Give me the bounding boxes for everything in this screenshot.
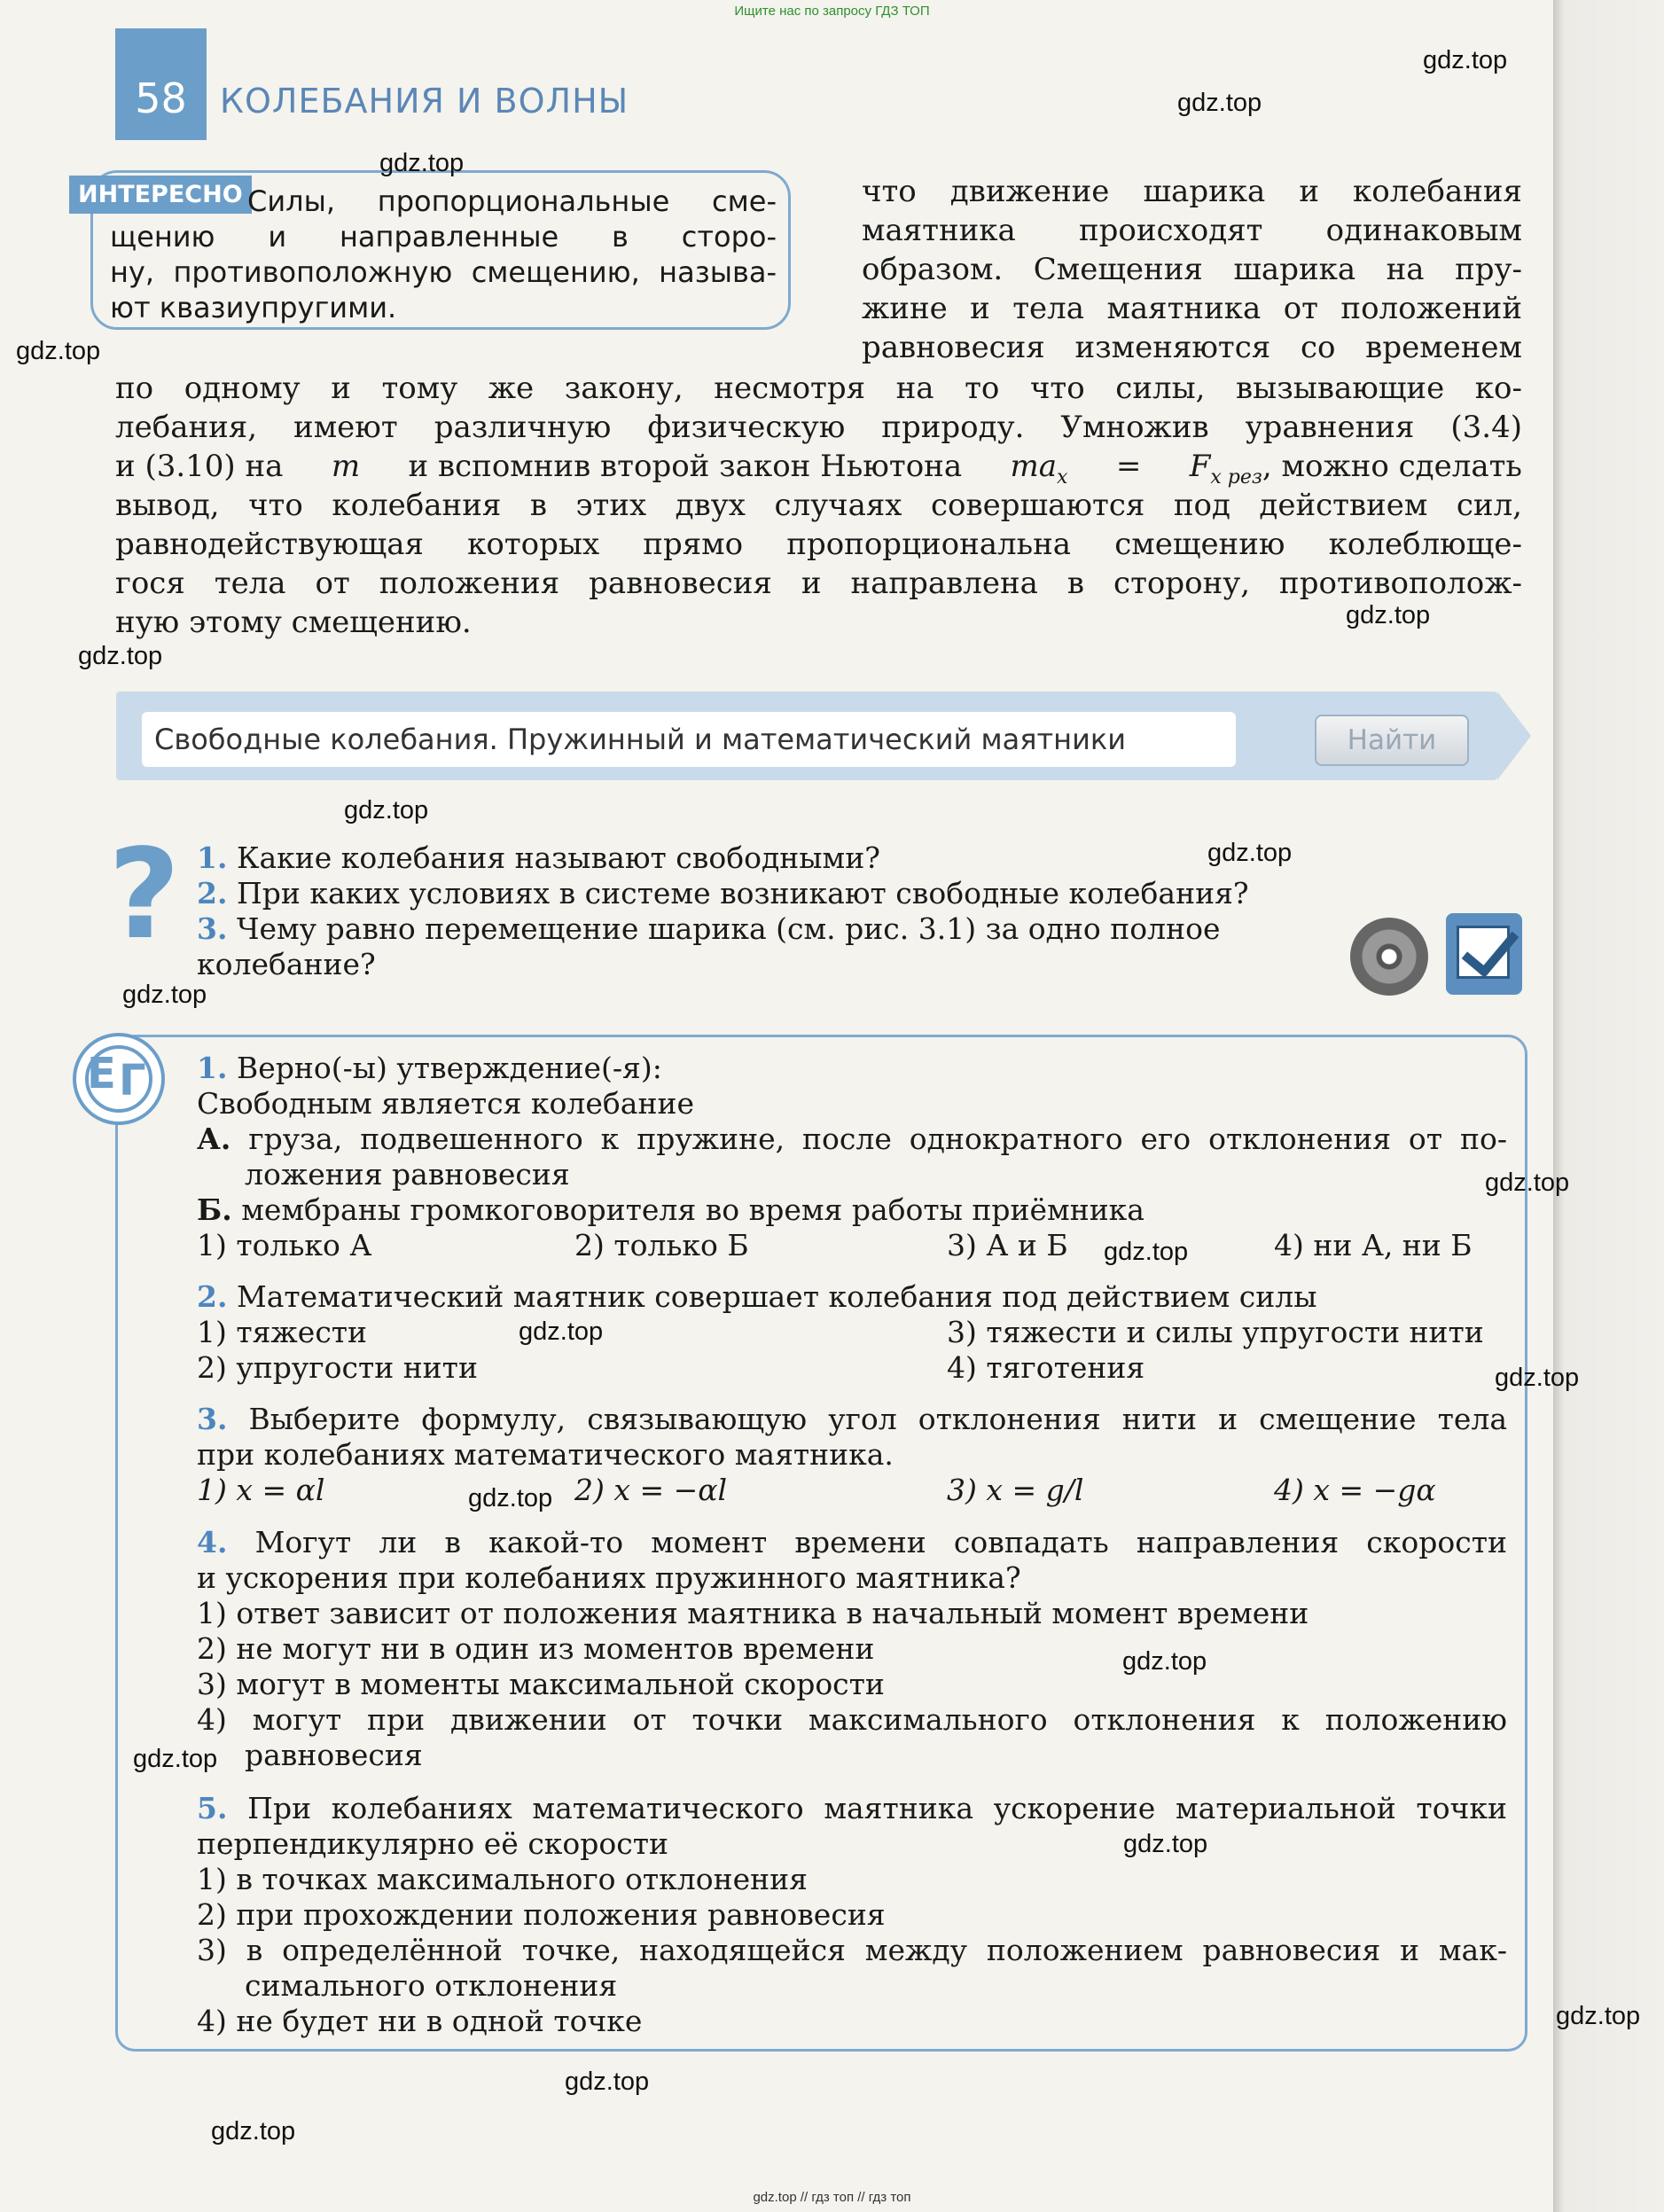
test-question: 2. Математический маятник совершает колебания под действием силы (197, 1279, 1317, 1314)
test-statement-a: А. груза, подвешенного к пружине, после однократного его отклонения от по- (197, 1122, 1507, 1156)
checkbox-icon[interactable] (1446, 913, 1522, 995)
answer-option[interactable]: 1) x = αl (197, 1473, 325, 1507)
exam-icon: Е Г (73, 1033, 165, 1125)
watermark: gdz.top (565, 2067, 650, 2096)
test-question: 3. Выберите формулу, связывающую угол отклонения нити и смещение тела (197, 1402, 1507, 1436)
body-line: вывод, что колебания в этих двух случаях совершаются под действием сил, (115, 488, 1522, 523)
interesting-line: щению и направленные в сторо- (110, 220, 777, 254)
answer-option-cont: равновесия (245, 1738, 423, 1772)
test-question-cont: перпендикулярно её скорости (197, 1826, 669, 1861)
watermark: gdz.top (122, 981, 207, 1009)
search-button[interactable]: Найти (1315, 715, 1469, 766)
watermark: gdz.top (344, 796, 429, 825)
body-line: что движение шарика и колебания (862, 174, 1522, 209)
body-line: образом. Смещения шарика на пру- (862, 252, 1522, 287)
body-line-formula: и (3.10) на m и вспомнив второй закон Ньютона $ma_x$ = $F_{x рез}$, можно сделать (115, 449, 1522, 489)
interesting-line: ну, противоположную смещению, называ- (110, 255, 777, 289)
answer-option-cont: симального отклонения (245, 1968, 618, 2003)
test-statement-a-cont: ложения равновесия (245, 1157, 570, 1192)
answer-option[interactable]: 4) могут при движении от точки максимального отклонения к положению (197, 1702, 1507, 1737)
question-item: 2. При каких условиях в системе возникают свободные колебания? (197, 876, 1249, 911)
test-question: 1. Верно(-ы) утверждение(-я): (197, 1051, 662, 1085)
watermark: gdz.top (1177, 89, 1262, 117)
interesting-text (110, 184, 777, 325)
question-item: 3. Чему равно перемещение шарика (см. рис. 3.1) за одно полное (197, 911, 1221, 946)
question-item-cont: колебание? (197, 947, 376, 981)
test-statement-b: Б. мембраны громкоговорителя во время работы приёмника (197, 1192, 1144, 1227)
watermark: gdz.top (1423, 46, 1508, 74)
answer-option[interactable]: 3) в определённой точке, находящейся между положением равновесия и мак- (197, 1933, 1507, 1967)
top-note: Ищите нас по запросу ГДЗ ТОП (734, 4, 930, 19)
watermark: gdz.top (1556, 2002, 1641, 2030)
body-line: гося тела от положения равновесия и направлена в сторону, противополож- (115, 566, 1522, 601)
test-question-cont: при колебаниях математического маятника. (197, 1437, 894, 1472)
watermark: gdz.top (78, 642, 163, 670)
answer-option[interactable]: 3) тяжести и силы упругости нити (947, 1315, 1484, 1349)
answer-option[interactable]: 1) только А (197, 1228, 372, 1262)
answer-option[interactable]: 4) ни А, ни Б (1274, 1228, 1473, 1262)
watermark: gdz.top (519, 1317, 604, 1346)
answer-option[interactable]: 2) не могут ни в один из моментов времени (197, 1631, 875, 1666)
test-question: 5. При колебаниях математического маятника ускорение материальной точки (197, 1791, 1507, 1825)
watermark: gdz.top (1495, 1364, 1580, 1392)
answer-option[interactable]: 4) тяготения (947, 1350, 1145, 1385)
page-number: 58 (115, 28, 207, 140)
body-line: лебания, имеют различную физическую природу. Умножив уравнения (3.4) (115, 410, 1522, 445)
interesting-label: ИНТЕРЕСНО (69, 176, 252, 214)
answer-option[interactable]: 1) в точках максимального отклонения (197, 1862, 808, 1896)
test-question-cont: Свободным является колебание (197, 1086, 694, 1121)
watermark: gdz.top (379, 149, 465, 177)
answer-option[interactable]: 1) ответ зависит от положения маятника в начальный момент времени (197, 1596, 1309, 1630)
watermark: gdz.top (133, 1745, 218, 1773)
answer-option[interactable]: 3) могут в моменты максимальной скорости (197, 1667, 885, 1701)
answer-option[interactable]: 2) при прохождении положения равновесия (197, 1897, 886, 1932)
watermark: gdz.top (1485, 1169, 1570, 1197)
watermark: gdz.top (1346, 601, 1431, 629)
body-line: маятника происходят одинаковым (862, 213, 1522, 248)
answer-option[interactable]: 4) x = −gα (1274, 1473, 1436, 1507)
watermark: gdz.top (1104, 1238, 1189, 1266)
search-input[interactable]: Свободные колебания. Пружинный и математический маятники (142, 712, 1236, 767)
question-mark-icon: ? (108, 823, 181, 967)
watermark: gdz.top (1122, 1647, 1207, 1676)
bottom-note: gdz.top // гдз топ // гдз топ (753, 2190, 911, 2205)
body-line: ную этому смещению. (115, 605, 472, 640)
answer-option[interactable]: 3) x = g/l (947, 1473, 1084, 1507)
body-line: равновесия изменяются со временем (862, 330, 1522, 365)
body-line: жине и тела маятника от положений (862, 291, 1522, 326)
answer-option[interactable]: 3) А и Б (947, 1228, 1068, 1262)
search-arrow-icon (1497, 692, 1531, 780)
answer-option[interactable]: 2) упругости нити (197, 1350, 478, 1385)
watermark: gdz.top (1207, 839, 1293, 867)
body-line: равнодействующая которых прямо пропорциональна смещению колеблюще- (115, 527, 1522, 562)
answer-option[interactable]: 2) только Б (574, 1228, 749, 1262)
answer-option[interactable]: 4) не будет ни в одной точке (197, 2004, 643, 2038)
answer-option[interactable]: 1) тяжести (197, 1315, 368, 1349)
test-question: 4. Могут ли в какой-то момент времени совпадать направления скорости (197, 1525, 1507, 1559)
interesting-line: Силы, пропорциональные сме- (247, 184, 777, 218)
question-item: 1. Какие колебания называют свободными? (197, 840, 880, 875)
watermark: gdz.top (211, 2117, 296, 2146)
watermark: gdz.top (1123, 1830, 1208, 1858)
chapter-title: КОЛЕБАНИЯ И ВОЛНЫ (220, 82, 629, 121)
book-gutter (1553, 0, 1664, 2212)
body-line: по одному и тому же закону, несмотря на то что силы, вызывающие ко- (115, 371, 1522, 406)
answer-option[interactable]: 2) x = −αl (574, 1473, 728, 1507)
test-question-cont: и ускорения при колебаниях пружинного маятника? (197, 1560, 1021, 1595)
watermark: gdz.top (468, 1484, 553, 1512)
interesting-line: ют квазиупругими. (110, 291, 397, 324)
watermark: gdz.top (16, 337, 101, 365)
cd-disc-icon[interactable] (1350, 918, 1428, 996)
